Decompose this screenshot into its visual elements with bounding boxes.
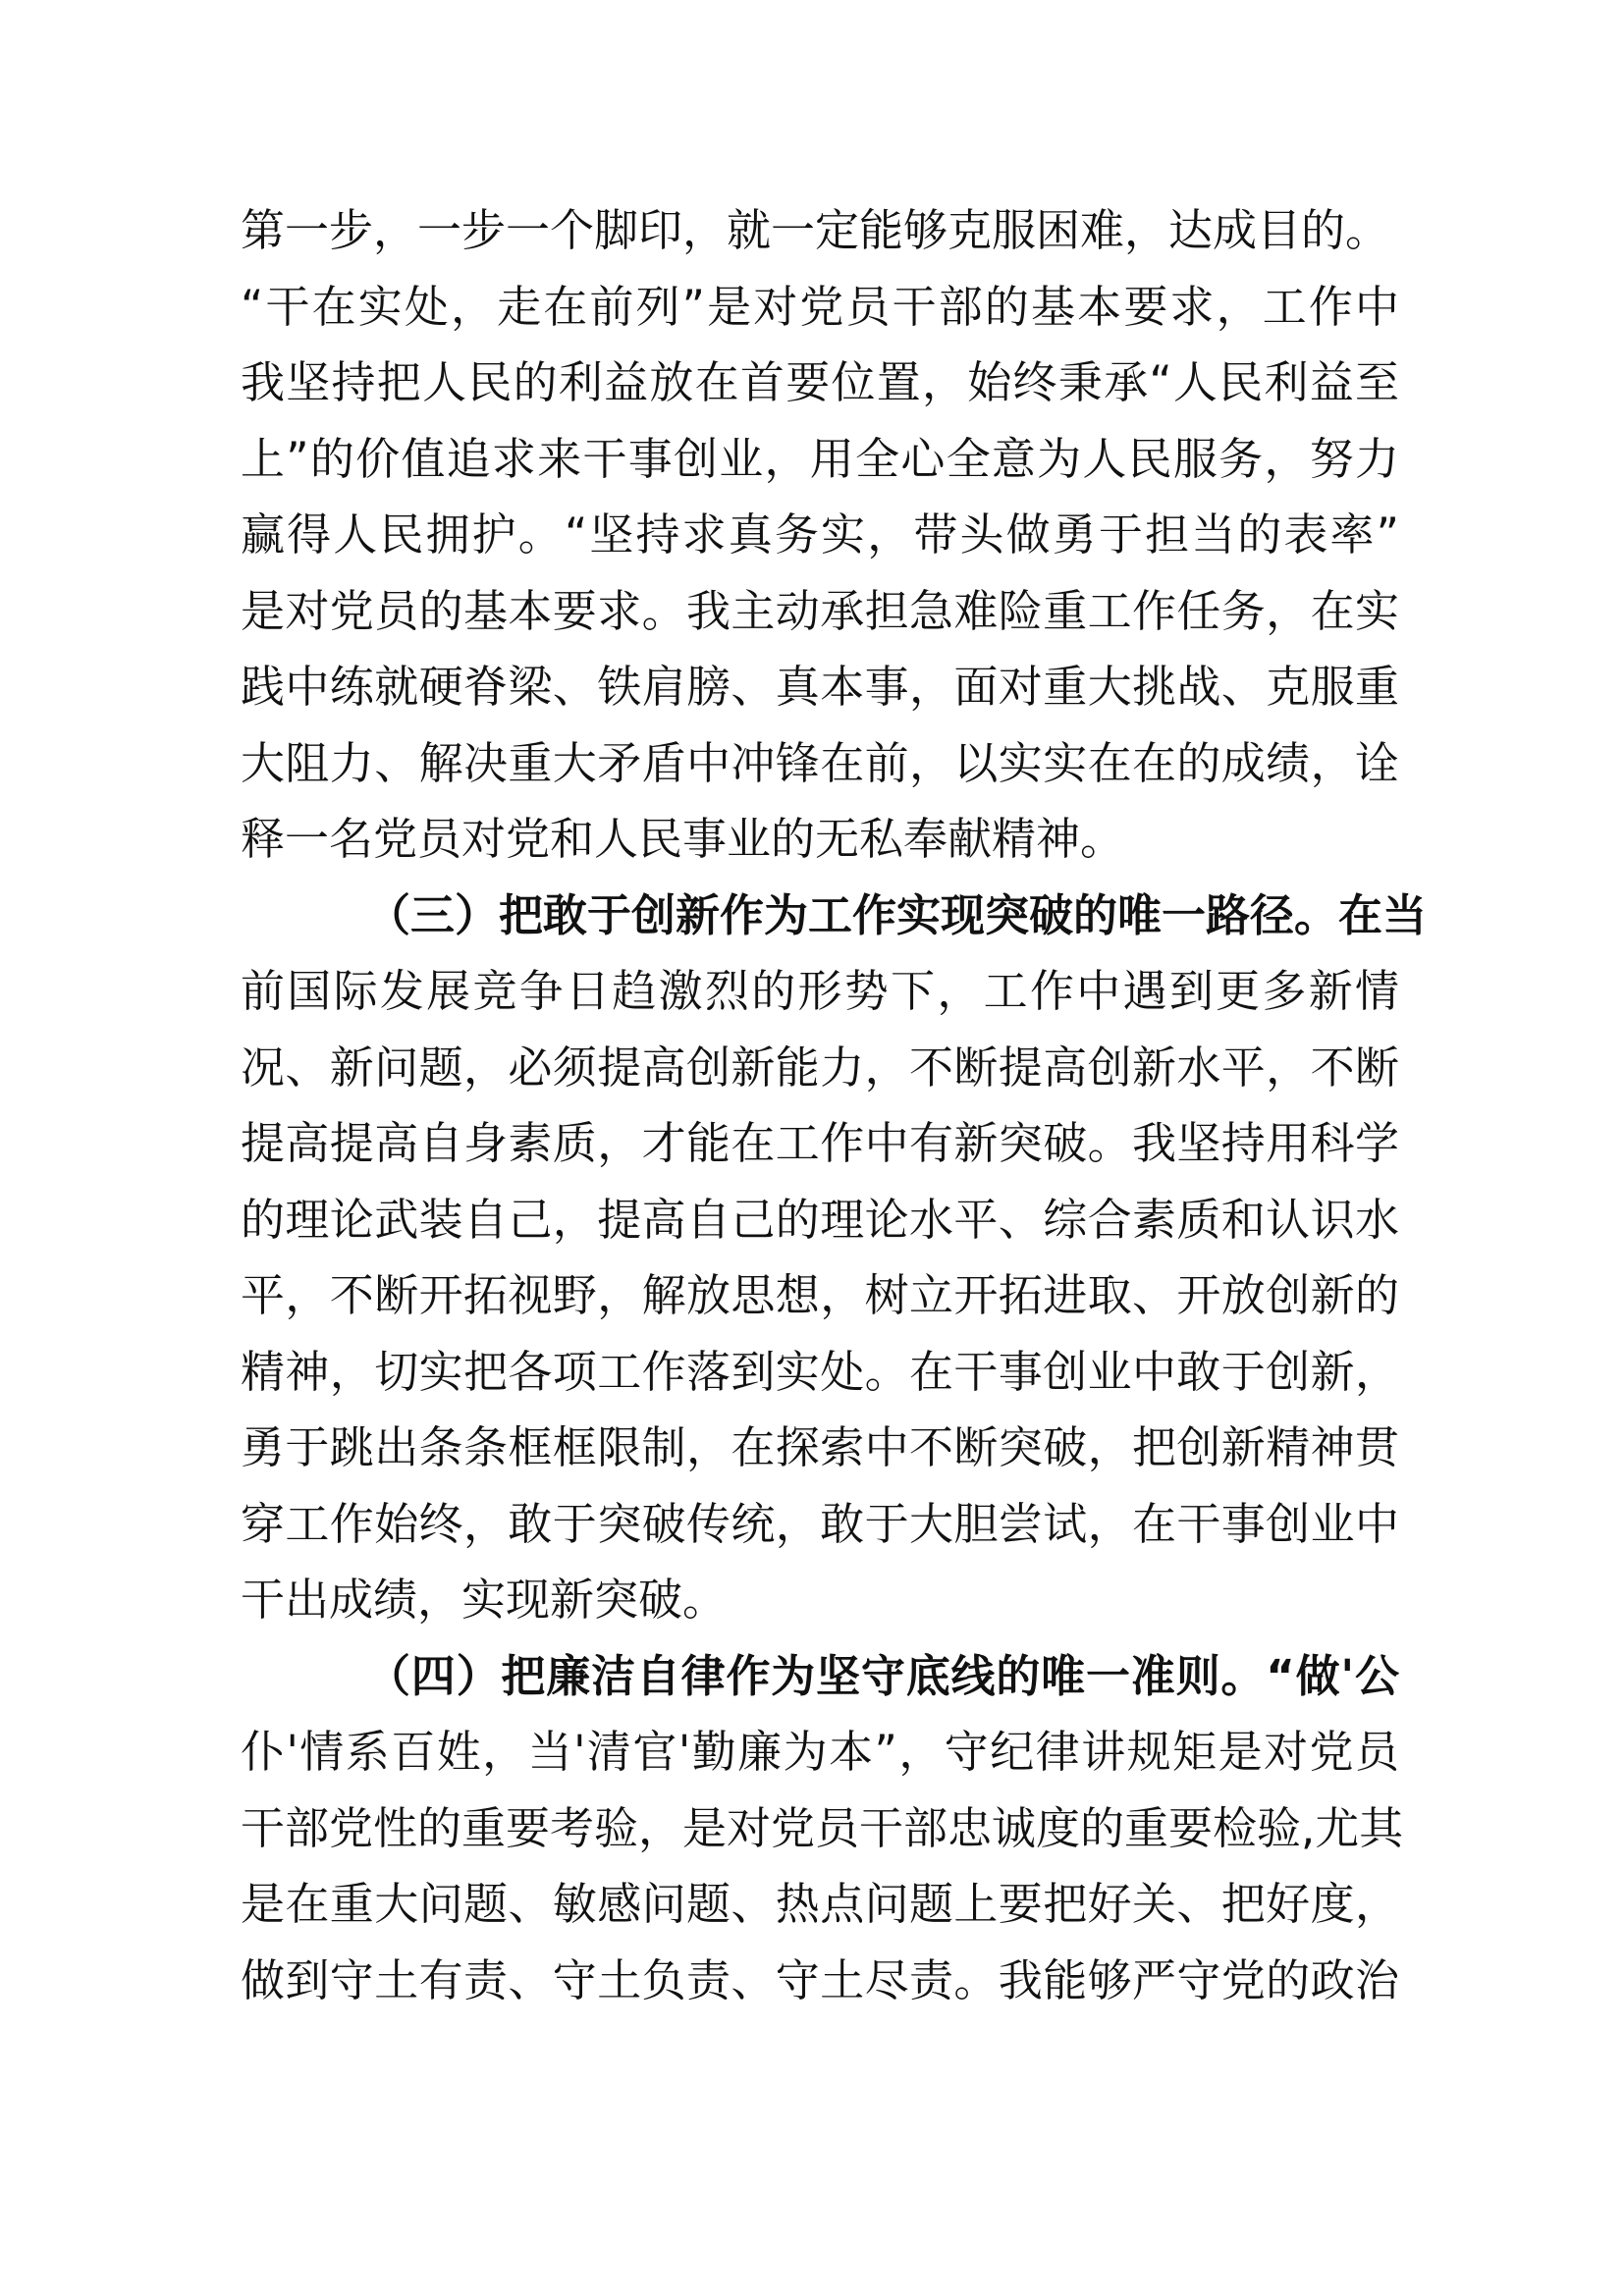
text-line: 前国际发展竞争日趋激烈的形势下，工作中遇到更多新情 <box>241 965 1399 1017</box>
section-heading-4: （四）把廉洁自律作为坚守底线的唯一准则。“做'公 <box>366 1649 1399 1702</box>
text-line: 是在重大问题、敏感问题、热点问题上要把好关、把好度， <box>241 1878 1399 1930</box>
text-line: 践中练就硬脊梁、铁肩膀、真本事，面对重大挑战、克服重 <box>241 661 1399 713</box>
text-line: 勇于跳出条条框框限制，在探索中不断突破，把创新精神贯 <box>241 1421 1399 1473</box>
text-line: “干在实处，走在前列”是对党员干部的基本要求，工作中 <box>241 280 1399 333</box>
text-line: 做到守土有责、守土负责、守土尽责。我能够严守党的政治 <box>241 1953 1399 2006</box>
text-line: 赢得人民拥护。“坚持求真务实，带头做勇于担当的表率” <box>241 508 1399 561</box>
section-heading-3: （三）把敢于创新作为工作实现突破的唯一路径。在当 <box>366 888 1428 941</box>
text-line: 是对党员的基本要求。我主动承担急难险重工作任务，在实 <box>241 584 1399 637</box>
text-line: 况、新问题，必须提高创新能力，不断提高创新水平，不断 <box>241 1041 1399 1094</box>
text-line: 第一步，一步一个脚印，就一定能够克服困难，达成目的。 <box>241 204 1390 256</box>
text-line: 上”的价值追求来干事创业，用全心全意为人民服务，努力 <box>241 432 1399 485</box>
text-line: 的理论武装自己，提高自己的理论水平、综合素质和认识水 <box>241 1193 1399 1246</box>
text-line: 释一名党员对党和人民事业的无私奉献精神。 <box>241 813 1125 865</box>
body-text <box>241 192 1428 2018</box>
text-line: 仆'情系百姓，当'清官'勤廉为本”，守纪律讲规矩是对党员 <box>241 1726 1399 1778</box>
text-line: 精神，切实把各项工作落到实处。在干事创业中敢于创新， <box>241 1345 1399 1398</box>
text-line: 穿工作始终，敢于突破传统，敢于大胆尝试，在干事创业中 <box>241 1497 1399 1550</box>
text-line: 干部党性的重要考验，是对党员干部忠诚度的重要检验,尤其 <box>241 1801 1404 1854</box>
text-line: 提高提高自身素质，才能在工作中有新突破。我坚持用科学 <box>241 1117 1399 1169</box>
text-line: 我坚持把人民的利益放在首要位置，始终秉承“人民利益至 <box>241 356 1399 408</box>
text-line: 干出成绩，实现新突破。 <box>241 1574 728 1626</box>
text-line: 平，不断开拓视野，解放思想，树立开拓进取、开放创新的 <box>241 1269 1399 1321</box>
text-line: 大阻力、解决重大矛盾中冲锋在前，以实实在在的成绩，诠 <box>241 736 1399 789</box>
